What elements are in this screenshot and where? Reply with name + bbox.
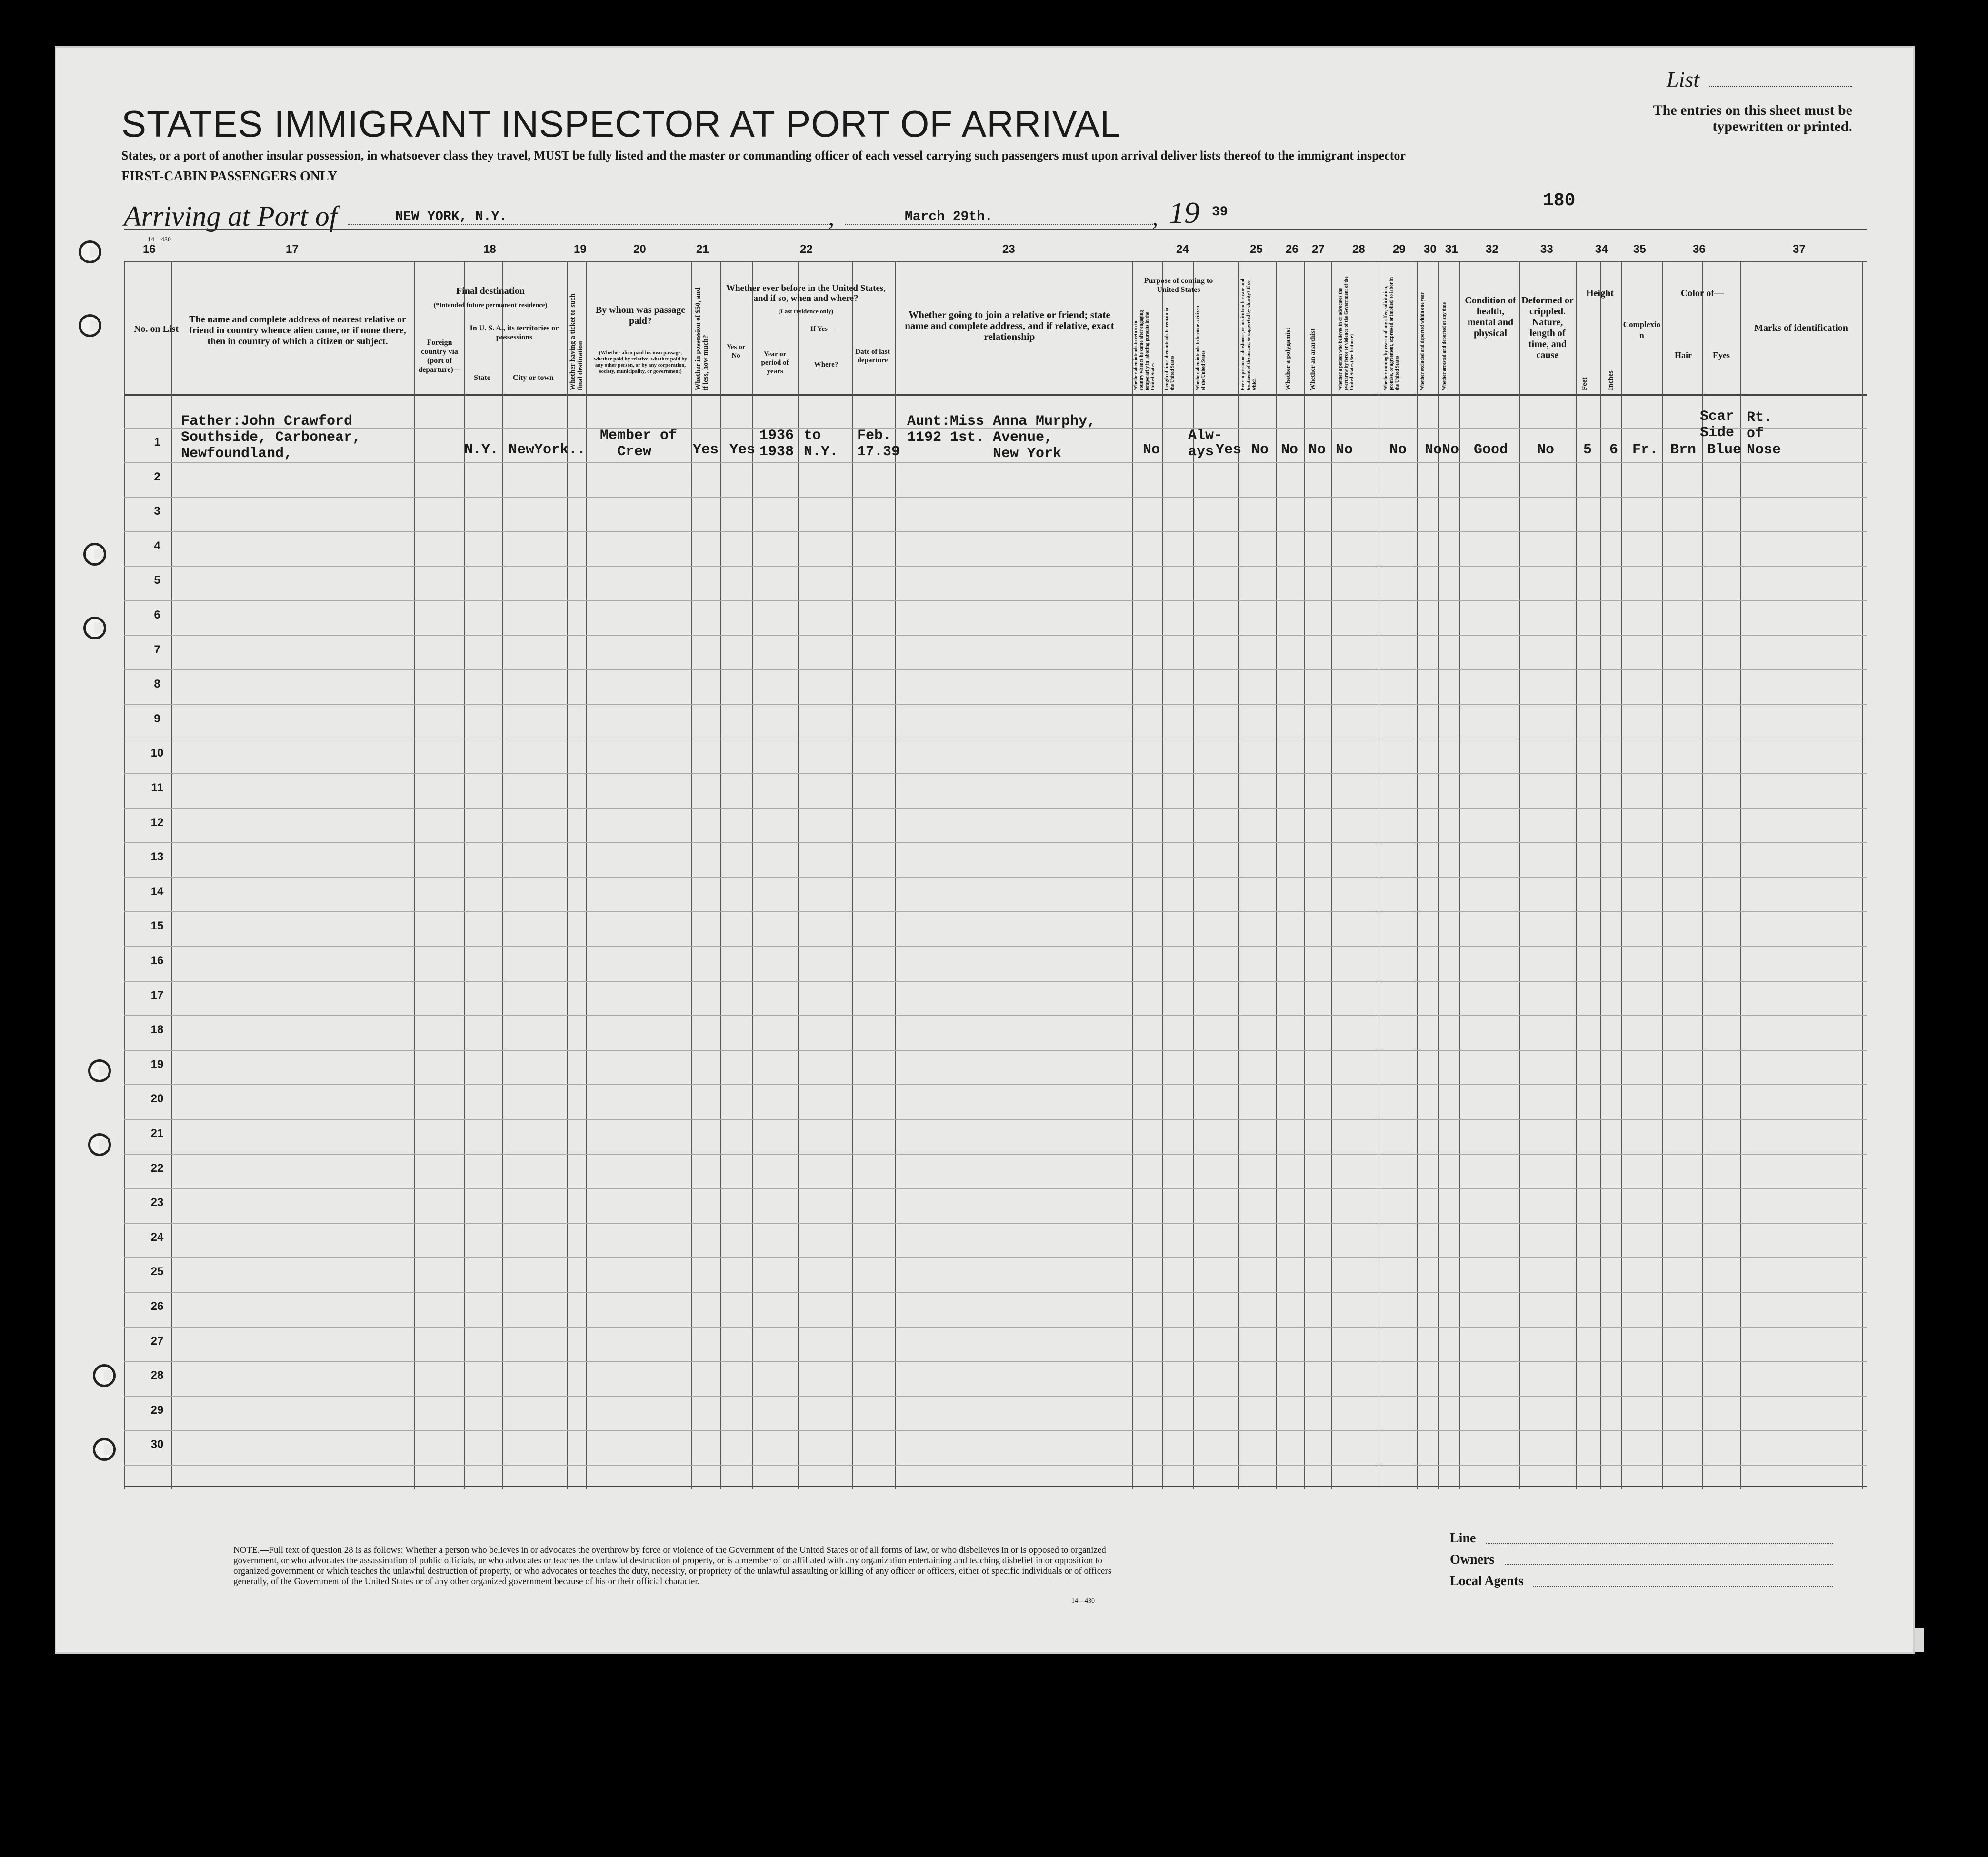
row-rule	[124, 1119, 1867, 1120]
row-number: 11	[151, 781, 163, 794]
row-number: 29	[150, 1403, 164, 1417]
column-rule	[1662, 261, 1663, 1489]
entry-deported: No	[1442, 442, 1459, 458]
header-hair: Hair	[1675, 350, 1692, 360]
entry-eyes: Blue	[1707, 442, 1742, 458]
year-prefix: 19	[1169, 196, 1199, 230]
column-number: 34	[1595, 243, 1608, 256]
row-number: 30	[150, 1438, 164, 1451]
row-number: 12	[150, 816, 164, 829]
row-rule	[124, 1015, 1867, 1016]
entry-polygamist: No	[1281, 442, 1299, 458]
column-number: 17	[286, 243, 299, 256]
line-field[interactable]	[1486, 1543, 1833, 1544]
entry-length-stay: Alw- ays	[1188, 428, 1223, 460]
column-rule	[502, 261, 503, 1489]
form-code-bottom: 14—430	[1071, 1597, 1095, 1605]
header-yes-or-no: Yes or No	[726, 343, 746, 359]
header-excluded: Whether excluded and deported within one year	[1420, 292, 1425, 390]
column-rule	[124, 261, 125, 1489]
column-rule	[1417, 261, 1418, 1489]
entry-deformed: No	[1537, 442, 1555, 458]
column-number: 33	[1540, 243, 1553, 256]
passenger-class-label: FIRST-CABIN PASSENGERS ONLY	[121, 169, 338, 184]
arriving-label: Arriving at Port of	[124, 200, 338, 232]
local-agents-field[interactable]	[1533, 1586, 1833, 1587]
row-number: 13	[150, 850, 164, 864]
column-number: 23	[1002, 243, 1015, 256]
binder-hole	[79, 240, 101, 263]
column-rule	[586, 261, 587, 1489]
row-number: 1	[154, 436, 160, 449]
column-number: 35	[1633, 243, 1646, 256]
header-passage-paid-note: (Whether alien paid his own passage, whether paid by relative, whether paid by any other person, or by any corporation, society, municipality, or government)	[594, 350, 687, 374]
header-nearest-relative: The name and complete address of nearest relative or friend in country whence alien came, or if none there, then in country of which a citizen or subject.	[189, 314, 406, 347]
column-number: 21	[696, 243, 709, 256]
comma-separator-2: ,	[1152, 205, 1158, 230]
entry-anarchist: No	[1309, 442, 1326, 458]
column-number: 28	[1352, 243, 1365, 256]
binder-hole	[83, 543, 106, 566]
row-number: 27	[150, 1334, 164, 1348]
colnum-row-border	[124, 261, 1867, 262]
entry-prison: No	[1251, 442, 1269, 458]
column-rule	[1862, 261, 1863, 1489]
row-number: 17	[150, 988, 164, 1002]
binder-hole	[93, 1438, 116, 1461]
column-rule	[1600, 261, 1601, 1489]
entry-return-intent: No	[1143, 442, 1160, 458]
row-number: 25	[150, 1265, 164, 1278]
entry-before-years: 1936 1938	[759, 428, 794, 460]
row-rule	[124, 497, 1867, 498]
typewritten-notice: The entries on this sheet must be typewritten or printed.	[1653, 102, 1852, 134]
entry-marks: Rt. of Nose	[1747, 409, 1781, 458]
row-number: 10	[150, 747, 164, 760]
row-number: 14	[150, 885, 164, 898]
header-last-residence: (Last residence only)	[778, 308, 834, 315]
row-rule	[124, 1465, 1867, 1466]
column-number: 18	[483, 243, 496, 256]
sheet-number: 180	[1543, 190, 1576, 211]
year-suffix: 39	[1212, 205, 1228, 220]
column-number: 31	[1445, 243, 1458, 256]
binder-hole	[88, 1059, 111, 1082]
column-number: 29	[1393, 243, 1406, 256]
row-rule	[124, 946, 1867, 947]
row-rule	[124, 1223, 1867, 1224]
entry-feet: 5	[1583, 442, 1592, 458]
header-prison: Ever in prison or almshouse, or institution for care and treatment of the insane, or supported by charity? If so, which	[1240, 279, 1257, 390]
entry-scar-note: Scar Side	[1700, 409, 1735, 441]
column-rule	[720, 261, 721, 1489]
row-number: 4	[154, 539, 160, 552]
row-rule	[124, 1292, 1867, 1293]
column-rule	[798, 261, 799, 1489]
owners-field[interactable]	[1505, 1564, 1833, 1565]
header-foreign-country: Foreign country via (port of departure)—	[418, 339, 461, 374]
column-rule	[1702, 261, 1703, 1489]
row-rule	[124, 1188, 1867, 1189]
header-city: City or town	[513, 374, 554, 382]
row-number: 22	[150, 1161, 164, 1175]
header-labor-offer: Whether coming by reason of any offer, solicitation, promise, or agreement, expressed or implied, to labor in the United States	[1383, 277, 1400, 390]
table-bottom-border	[124, 1486, 1867, 1487]
column-number: 27	[1312, 243, 1325, 256]
header-final-destination: Final destination	[456, 286, 525, 296]
binder-hole	[79, 314, 101, 337]
row-number: 2	[154, 470, 160, 483]
row-number: 16	[150, 954, 164, 967]
entry-city: NewYork..	[509, 442, 586, 458]
column-rule	[1304, 261, 1305, 1489]
row-rule	[124, 1050, 1867, 1051]
local-agents-label: Local Agents	[1450, 1574, 1524, 1588]
row-number: 24	[150, 1230, 164, 1244]
column-number: 32	[1486, 243, 1498, 256]
page-title: STATES IMMIGRANT INSPECTOR AT PORT OF ARRIVAL	[121, 103, 1121, 145]
row-rule	[124, 808, 1867, 809]
header-no-on-list: No. on List	[134, 324, 179, 334]
row-number: 8	[154, 678, 160, 691]
row-number: 18	[150, 1023, 164, 1037]
header-inches: Inches	[1607, 370, 1615, 390]
entry-citizen-intent: Yes	[1216, 442, 1242, 458]
owners-label: Owners	[1450, 1552, 1495, 1567]
header-bottom-border	[124, 394, 1867, 396]
header-fifty-dollars: Whether in possession of $50, and if less, how much?	[694, 287, 709, 390]
column-number: 36	[1693, 243, 1706, 256]
header-anarchist: Whether an anarchist	[1309, 328, 1317, 390]
header-complexion: Complexion	[1623, 320, 1661, 340]
header-joining-relative: Whether going to join a relative or friend; state name and complete address, and if relative, exact relationship	[905, 309, 1114, 342]
entry-complexion: Fr.	[1632, 442, 1658, 458]
header-color-of: Color of—	[1680, 288, 1724, 299]
header-passage-paid: By whom was passage paid?	[595, 305, 686, 326]
header-date-departure: Date of last departure	[855, 348, 890, 364]
column-rule	[1132, 261, 1133, 1489]
binder-hole	[93, 1364, 116, 1387]
date-value: March 29th.	[905, 210, 993, 224]
header-deformed: Deformed or crippled. Nature, length of time, and cause	[1521, 295, 1574, 360]
row-rule	[124, 1361, 1867, 1362]
line-label: Line	[1450, 1531, 1476, 1546]
entry-passage-paid: Member of Crew	[600, 428, 678, 460]
row-number: 23	[150, 1196, 164, 1209]
row-rule	[124, 1154, 1867, 1155]
header-health: Condition of health, mental and physical	[1465, 295, 1516, 339]
row-rule	[124, 911, 1867, 912]
header-polygamist: Whether a polygamist	[1285, 328, 1292, 390]
row-rule	[124, 1257, 1867, 1258]
column-number: 26	[1286, 243, 1299, 256]
row-number: 7	[154, 643, 160, 656]
column-rule	[691, 261, 692, 1489]
entry-excluded: No	[1425, 442, 1442, 458]
row-rule	[124, 704, 1867, 705]
row-rule	[124, 773, 1867, 774]
row-number: 19	[150, 1058, 164, 1071]
binder-hole	[83, 617, 106, 639]
entry-before-where: to N.Y.	[804, 428, 839, 460]
header-eyes: Eyes	[1713, 350, 1730, 360]
date-line	[845, 224, 1155, 225]
row-rule	[124, 877, 1867, 878]
row-number: 26	[150, 1300, 164, 1313]
header-length-stay: Length of time alien intends to remain in the United States	[1164, 308, 1175, 390]
column-rule	[1459, 261, 1460, 1489]
row-rule	[124, 1327, 1867, 1328]
table-top-border	[124, 229, 1867, 230]
header-ticket: Whether having a ticket to such final destination	[569, 293, 584, 390]
row-rule	[124, 462, 1867, 463]
header-year-period: Year or period of years	[761, 350, 789, 375]
row-rule	[124, 531, 1867, 532]
row-rule	[124, 1430, 1867, 1431]
row-rule	[124, 669, 1867, 670]
column-number: 25	[1250, 243, 1263, 256]
row-rule	[124, 566, 1867, 567]
entry-inches: 6	[1609, 442, 1618, 458]
entry-health: Good	[1474, 442, 1508, 458]
row-rule	[124, 600, 1867, 601]
comma-separator: ,	[829, 205, 834, 230]
row-rule	[124, 981, 1867, 982]
row-number: 3	[154, 505, 160, 518]
header-overthrow: Whether a person who believes in or advocates the overthrow by force or violence of the Government of the United States (See footnote)	[1338, 276, 1355, 390]
column-rule	[852, 261, 853, 1489]
row-number: 21	[150, 1127, 164, 1140]
header-deported: Whether arrested and deported at any time	[1442, 302, 1447, 390]
footnote-question-28: NOTE.—Full text of question 28 is as follows: Whether a person who believes in or advocates the overthrow by force or violence of the Government of the United States or of all forms of law, or who disbelieves in or is opposed to organized government, or who advocates the assassination of public officials, or who advocates or teaches the unlawful destruction of property, or is a member of or affiliated with any organization entertaining and teaching disbelief in or opposition to organized government or which teaches the unlawful destruction of property, or who advocates or teaches the duty, necessity, or propriety of the unlawful assaulting or killing of any officer or officers, either of specific individuals or of officers generally, of the Government of the United States or of any other organized government because of his or their official character.	[233, 1545, 1112, 1587]
column-number: 30	[1424, 243, 1437, 256]
row-number: 6	[154, 609, 160, 621]
list-number-line	[1709, 86, 1852, 87]
column-rule	[1162, 261, 1163, 1489]
header-in-usa: In U. S. A., its territories or possessions	[470, 324, 559, 341]
binder-hole	[88, 1133, 111, 1156]
header-final-destination-note: (*Intended future permanent residence)	[433, 302, 548, 309]
row-number: 9	[154, 712, 160, 725]
column-rule	[1276, 261, 1277, 1489]
column-number: 19	[574, 243, 587, 256]
header-citizen-intent: Whether alien intends to become a citizen of the United States	[1195, 306, 1206, 390]
entry-before-yes: Yes	[729, 442, 756, 458]
column-rule	[1621, 261, 1622, 1489]
row-rule	[124, 635, 1867, 636]
entry-joining-relative: Aunt:Miss Anna Murphy, 1192 1st. Avenue, New York	[907, 413, 1096, 462]
column-rule	[1331, 261, 1332, 1489]
column-rule	[414, 261, 415, 1489]
header-return-intent: Whether alien intends to return to country whence he came after engaging temporarily in laboring pursuits in the United States	[1133, 310, 1156, 390]
instruction-text: States, or a port of another insular possession, in whatsoever class they travel, MUST be fully listed and the master or commanding officer of each vessel carrying such passengers must upon arrival deliver lists thereof to the immigrant inspector	[121, 149, 1406, 162]
header-height: Height	[1586, 288, 1614, 299]
column-number: 24	[1176, 243, 1189, 256]
column-rule	[1519, 261, 1520, 1489]
entry-fifty-dollars: Yes	[693, 442, 719, 458]
row-number: 15	[150, 919, 164, 933]
column-number: 37	[1793, 243, 1806, 256]
row-number: 5	[154, 574, 160, 587]
header-marks-identification: Marks of identification	[1754, 323, 1848, 333]
header-if-yes: If Yes—	[810, 325, 835, 333]
column-rule	[1576, 261, 1577, 1489]
header-feet: Feet	[1581, 377, 1588, 390]
form-code-top: 14—430	[148, 236, 171, 243]
entry-last-departure: Feb. 17.39	[857, 428, 900, 460]
entry-relative: Father:John Crawford Southside, Carbonear, Newfoundland,	[181, 413, 361, 462]
header-where: Where?	[814, 361, 839, 369]
row-rule	[124, 842, 1867, 843]
entry-state: N.Y.	[464, 442, 499, 458]
column-number: 22	[800, 243, 813, 256]
header-purpose: Purpose of coming to United States	[1144, 277, 1213, 294]
column-number: 20	[633, 243, 646, 256]
column-number: 16	[143, 243, 156, 256]
port-value: NEW YORK, N.Y.	[395, 210, 508, 224]
entry-hair: Brn	[1670, 442, 1697, 458]
row-rule	[124, 1396, 1867, 1397]
header-ever-before-us: Whether ever before in the United States, and if so, when and where?	[726, 283, 886, 303]
row-number: 28	[150, 1369, 164, 1382]
entry-labor-offer: No	[1389, 442, 1407, 458]
row-rule	[124, 1084, 1867, 1085]
list-label: List	[1667, 67, 1700, 91]
header-state: State	[474, 374, 490, 382]
entry-overthrow: No	[1336, 442, 1353, 458]
row-number: 20	[150, 1092, 164, 1106]
